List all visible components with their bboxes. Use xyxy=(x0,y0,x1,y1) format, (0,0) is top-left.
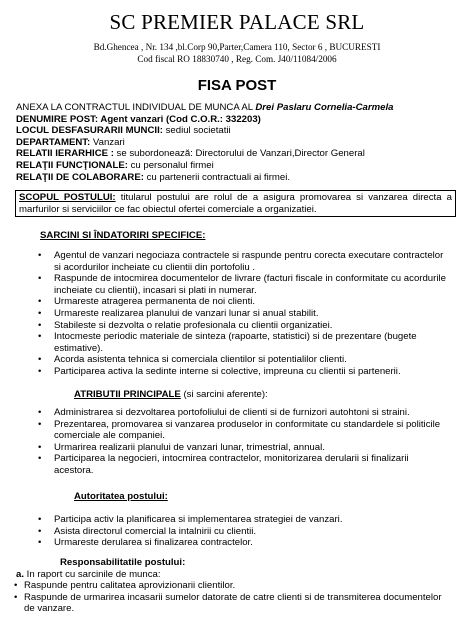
attributions-section xyxy=(26,389,456,476)
collaboration-label: RELAŢII DE COLABORARE: xyxy=(16,171,144,183)
annex-prefix: ANEXA LA CONTRACTUL INDIVIDUAL DE MUNCA AL xyxy=(16,102,256,113)
bullet-icon: • xyxy=(38,319,42,331)
job-info-block xyxy=(16,102,466,183)
list-item: • Prezentarea, promovarea si vanzarea produselor in conformitate cu standardele si politicile comerciale ale companiei. xyxy=(38,418,441,442)
collaboration-value: cu partenerii contractuali ai firmei. xyxy=(143,171,291,183)
hierarchy-value: se subordonează: Directorului de Vanzari,Director General xyxy=(113,148,365,160)
list-item: • Raspunde pentru calitatea aprovizionarii clientilor. xyxy=(14,580,236,592)
hierarchy-line xyxy=(16,148,466,160)
scope-label: SCOPUL POSTULUI: xyxy=(19,192,116,203)
bullet-icon: • xyxy=(38,273,42,285)
list-item: • Agentul de vanzari negociaza contractele si raspunde pentru corecta executare contractelor si acordurilor incheiate cu clientii din portofoliu . xyxy=(38,250,444,273)
list-item: • Urmareste derularea si finalizarea contractelor. xyxy=(38,537,253,549)
attributions-list xyxy=(26,407,446,477)
functional-label: RELAŢII FUNCŢIONALE: xyxy=(16,159,128,171)
bullet-icon: • xyxy=(38,250,42,261)
bullet-icon: • xyxy=(38,537,42,549)
responsibilities-section xyxy=(16,557,456,615)
company-fiscal-info: Cod fiscal RO 18830740 , Reg. Com. J40/11084/2006 xyxy=(137,54,337,64)
bullet-icon: • xyxy=(14,591,18,603)
responsibilities-heading: Responsabilitatile postului: xyxy=(60,557,186,568)
bullet-icon: • xyxy=(38,407,42,418)
bullet-icon: • xyxy=(38,354,42,366)
department-line xyxy=(16,137,466,149)
list-item: • Participa activ la planificarea si implementarea strategiei de vanzari. xyxy=(38,514,343,525)
work-location-label: LOCUL DESFASURARII MUNCII: xyxy=(16,125,163,137)
job-scope-box xyxy=(15,190,456,217)
responsibilities-list xyxy=(6,580,452,615)
bullet-icon: • xyxy=(38,441,42,453)
bullet-icon: • xyxy=(38,418,42,430)
department-label: DEPARTAMENT: xyxy=(16,136,91,148)
attributions-note: (si sarcini aferente): xyxy=(180,389,268,400)
hierarchy-label: RELATII IERARHICE : xyxy=(16,148,114,160)
list-item: • Urmareste realizarea planului de vanzari lunar si anual stabilit. xyxy=(38,307,319,319)
list-item: • Administrarea si dezvoltarea portofoliului de clienti si de furnizori autohtoni si straini. xyxy=(38,407,410,418)
tasks-heading: SARCINI SI ÎNDATORIRI SPECIFICE: xyxy=(40,230,206,241)
bullet-icon: • xyxy=(38,525,42,537)
employee-name: Drei Paslaru Cornelia-Carmela xyxy=(255,102,394,113)
work-location-value: sediul societatii xyxy=(162,125,231,137)
authority-heading: Autoritatea postului: xyxy=(74,491,168,502)
bullet-icon: • xyxy=(38,365,42,377)
authority-list xyxy=(26,514,446,549)
list-item: • Participarea la negocieri, intocmirea contractelor, monitorizarea derularii si finalizarii acestora. xyxy=(38,453,409,476)
document-title: FISA POST xyxy=(197,77,277,94)
responsibility-a-line xyxy=(16,569,456,581)
list-item: • Raspunde de urmarirea incasarii sumelor datorate de catre clienti si de transmiterea documentelor de vanzare. xyxy=(14,591,442,615)
list-item: • Urmareste atragerea permanenta de noi clienti. xyxy=(38,296,256,308)
list-item: • Participarea activa la sedinte interne si colective, impreuna cu clientii si partenerii. xyxy=(38,365,401,377)
list-item: • Urmarirea realizarii planului de vanzari lunar, trimestrial, annual. xyxy=(38,441,325,453)
tasks-section xyxy=(26,230,456,377)
functional-value: cu personalul firmei xyxy=(127,159,214,171)
responsibility-a-label: a. xyxy=(16,568,25,580)
list-item: • Stabileste si dezvolta o relatie profesionala cu clientii organizatiei. xyxy=(38,319,333,331)
attributions-heading: ATRIBUTII PRINCIPALE xyxy=(74,389,181,400)
bullet-icon: • xyxy=(38,331,42,343)
scope-text: titularul postului are rolul de a asigura promovarea si vanzarea directa a marfurilor si serviciilor ce fac obiectul ofertei comerciale a organizatiei. xyxy=(19,192,452,215)
annex-line xyxy=(16,102,466,114)
bullet-icon: • xyxy=(14,580,18,592)
functional-line xyxy=(16,160,466,172)
collaboration-line xyxy=(16,172,466,184)
authority-section xyxy=(26,491,456,549)
list-item: • Intocmeste periodic materiale de sinteza (rapoarte, statistici) si de prezentare (bugete estimative). xyxy=(38,331,417,354)
bullet-icon: • xyxy=(38,453,42,465)
post-name: DENUMIRE POST: Agent vanzari (Cod C.O.R.: 332203) xyxy=(16,113,261,125)
list-item: • Asista directorul comercial la intalnirii cu clientii. xyxy=(38,525,257,537)
work-location-line xyxy=(16,125,466,137)
bullet-icon: • xyxy=(38,296,42,308)
company-name: SC PREMIER PALACE SRL xyxy=(109,10,365,34)
company-address: Bd.Ghencea , Nr. 134 ,bl.Corp 90,Parter,Camera 110, Sector 6 , BUCURESTI xyxy=(93,42,381,52)
department-value: Vanzari xyxy=(90,136,125,148)
tasks-list xyxy=(26,250,446,378)
list-item: • Acorda asistenta tehnica si comerciala clientilor si potentialilor clienti. xyxy=(38,354,347,366)
bullet-icon: • xyxy=(38,514,42,525)
bullet-icon: • xyxy=(38,307,42,319)
responsibility-a-text: In raport cu sarcinile de munca: xyxy=(24,568,161,580)
list-item: • Raspunde de intocmirea documentelor de livrare (facturi fiscale in conformitate cu acordurile incheiate cu clientii), incasari si plati in numerar. xyxy=(38,273,446,296)
